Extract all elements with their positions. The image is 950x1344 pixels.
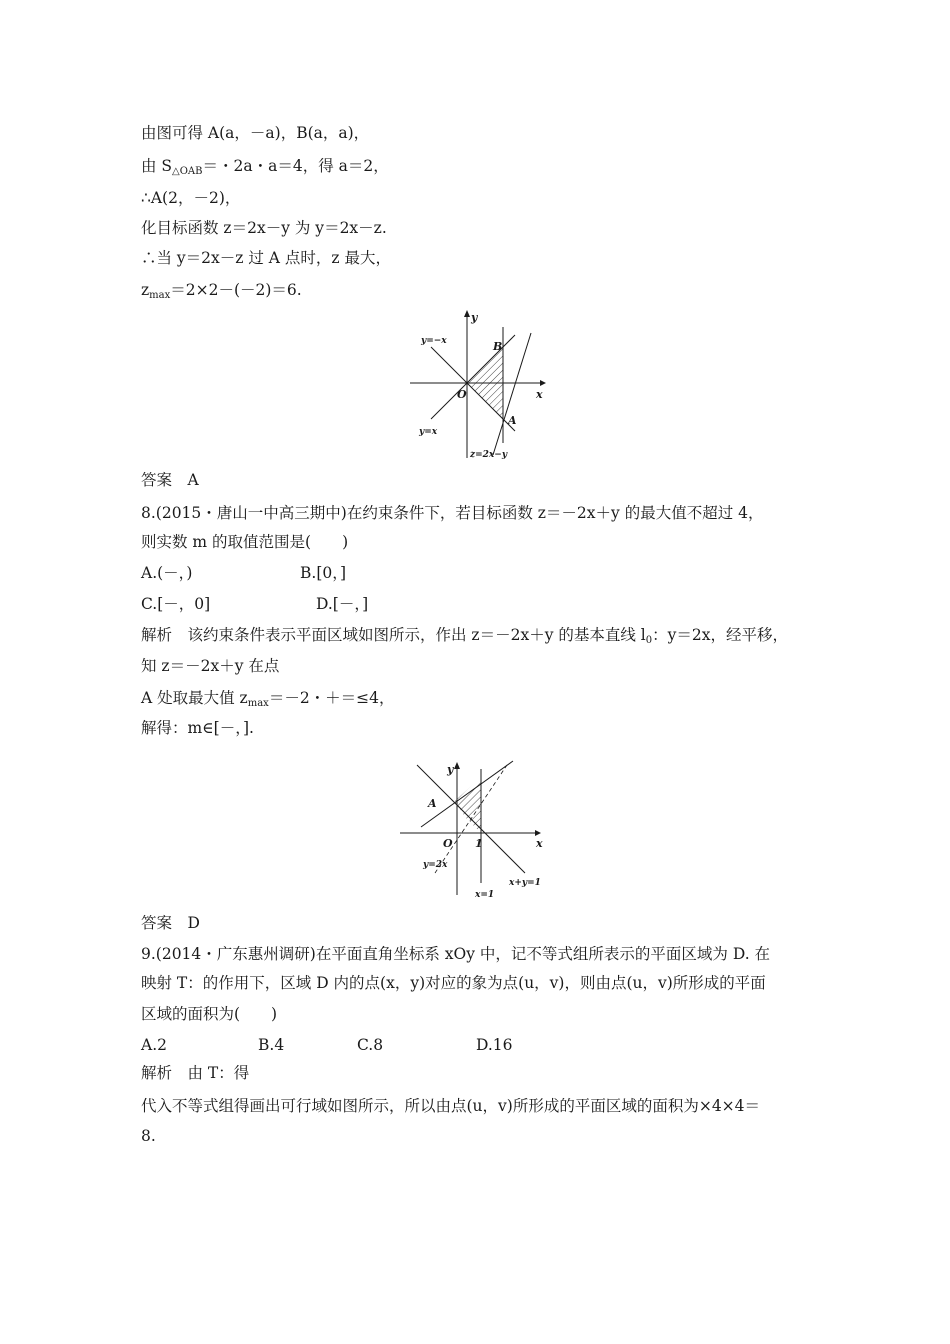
q9-option-a: A.2: [141, 1036, 167, 1054]
fig2-label-x-plus-y-1: x+y=1: [509, 878, 541, 888]
figure-feasible-region-1: [405, 305, 555, 469]
q9-stem-line-1: 9.(2014・广东惠州调研)在平面直角坐标系 xOy 中，记不等式组所表示的平面区域为 D. 在: [141, 945, 771, 963]
fig2-label-y-2x: y=2x: [423, 860, 448, 870]
q8-option-b: B.[0，]: [300, 564, 347, 582]
fig1-label-y: y: [471, 311, 478, 324]
q8-option-d: D.[－，]: [316, 595, 369, 613]
fig2-label-A: A: [428, 797, 437, 810]
q8-analysis-line-2: 知 z＝－2x＋y 在点: [141, 657, 280, 675]
q8-analysis-line-4: 解得：m∈[－，].: [141, 719, 254, 737]
answer-7: 答案 A: [141, 471, 199, 489]
q9-option-b: B.4: [258, 1036, 285, 1054]
solution-line-1: 由图可得 A(a，－a)，B(a，a)，: [141, 124, 370, 142]
fig1-label-A: A: [508, 414, 517, 427]
q8-option-a: A.(－，): [141, 564, 193, 582]
fig1-label-O: O: [457, 388, 467, 401]
solution-line-2: 由 $S_{\triangle OAB}=$・2a・a＝4，得 a＝2，: [141, 157, 389, 177]
q8-analysis-line-1: 解析 该约束条件表示平面区域如图所示，作出 z＝－2x＋y 的基本直线 $l_0$：y＝2x，经平移，: [141, 626, 789, 646]
q8-analysis-line-3: A 处取最大值 $z_{max}=-2$・＋＝≤4，: [141, 689, 395, 709]
fig2-label-1: 1: [475, 837, 483, 850]
q8-stem-line-2: 则实数 m 的取值范围是( ): [141, 533, 349, 551]
q9-analysis-line-2: 代入不等式组得画出可行域如图所示，所以由点(u，v)所形成的平面区域的面积为×4×4＝: [141, 1097, 761, 1115]
q9-analysis-line-1: 解析 由 T：得: [141, 1064, 250, 1082]
q8-option-c: C.[－，0]: [141, 595, 211, 613]
line-y-2x-dashed: [435, 765, 507, 873]
fig1-label-y-neg-x: y=−x: [421, 336, 447, 346]
figure-feasible-region-2: [395, 755, 555, 909]
answer-8: 答案 D: [141, 914, 200, 932]
fig2-label-x-1: x=1: [475, 890, 495, 900]
fig2-label-x: x: [536, 837, 543, 850]
fig2-label-y: y: [447, 763, 454, 776]
fig1-label-y-x: y=x: [419, 427, 438, 437]
fig2-label-O: O: [443, 837, 453, 850]
q9-stem-line-2: 映射 T：的作用下，区域 D 内的点(x，y)对应的象为点(u，v)，则由点(u，v)所形成的平面: [141, 974, 766, 992]
fig1-label-z: z=2x−y: [470, 450, 508, 460]
q9-stem-line-3: 区域的面积为( ): [141, 1005, 278, 1023]
q9-analysis-line-3: 8.: [141, 1127, 156, 1145]
fig1-label-x: x: [536, 388, 543, 401]
solution-line-3: ∴A(2，－2)，: [141, 189, 241, 207]
q9-option-c: C.8: [357, 1036, 384, 1054]
solution-line-4: 化目标函数 z＝2x－y 为 y＝2x－z.: [141, 219, 387, 237]
q8-stem-line-1: 8.(2015・唐山一中高三期中)在约束条件下，若目标函数 z＝－2x＋y 的最大值不超过 4，: [141, 504, 764, 522]
fig1-label-B: B: [493, 340, 503, 353]
solution-line-5: ∴当 y＝2x－z 过 A 点时，z 最大，: [141, 249, 392, 267]
q9-option-d: D.16: [476, 1036, 513, 1054]
solution-line-6: $z_{max}=2\times 2-(-2)=6$.: [141, 281, 302, 301]
